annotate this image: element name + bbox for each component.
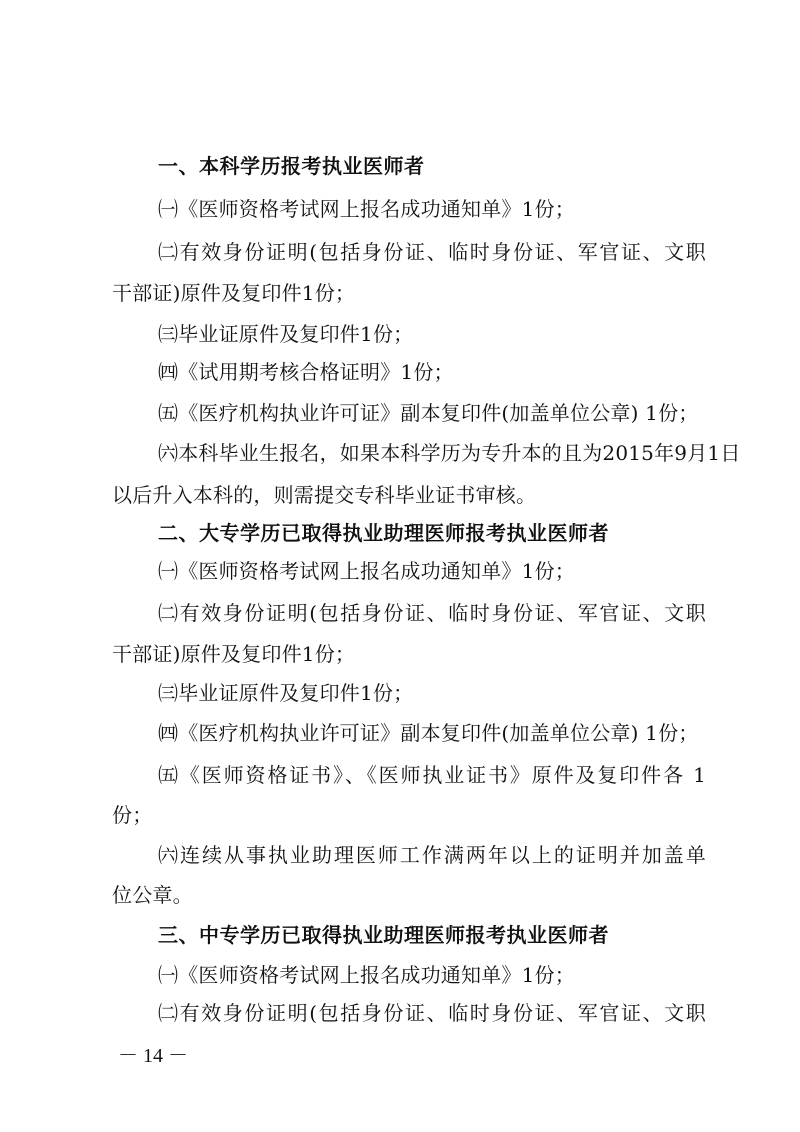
list-item: ㈢毕业证原件及复印件1份； — [158, 681, 414, 705]
list-item: ㈣《试用期考核合格证明》1份； — [158, 360, 454, 384]
list-item: ㈡有效身份证明(包括身份证、临时身份证、军官证、文职 — [158, 240, 706, 264]
section-heading: 一、本科学历报考执业医师者 — [158, 154, 425, 178]
list-item-continuation: 干部证)原件及复印件1份； — [112, 281, 356, 305]
list-item: ㈠《医师资格考试网上报名成功通知单》1份； — [158, 197, 575, 221]
list-item: ㈡有效身份证明(包括身份证、临时身份证、军官证、文职 — [158, 601, 706, 625]
list-item: ㈥连续从事执业助理医师工作满两年以上的证明并加盖单 — [158, 843, 706, 867]
section-heading: 二、大专学历已取得执业助理医师报考执业医师者 — [158, 521, 609, 545]
page-number: － 14 － — [118, 1045, 188, 1067]
list-item: ㈥本科毕业生报名，如果本科学历为专升本的且为2015年9月1日 — [158, 441, 741, 465]
list-item-continuation: 份； — [112, 803, 153, 827]
list-item: ㈡有效身份证明(包括身份证、临时身份证、军官证、文职 — [158, 1001, 706, 1025]
list-item: ㈤《医师资格证书》、《医师执业证书》原件及复印件各 1 — [158, 763, 706, 787]
list-item: ㈢毕业证原件及复印件1份； — [158, 322, 414, 346]
list-item-continuation: 位公章。 — [112, 883, 193, 907]
list-item-continuation: 干部证)原件及复印件1份； — [112, 642, 356, 666]
list-item: ㈠《医师资格考试网上报名成功通知单》1份； — [158, 559, 575, 583]
list-item-continuation: 以后升入本科的，则需提交专科毕业证书审核。 — [112, 483, 537, 507]
list-item: ㈣《医疗机构执业许可证》副本复印件(加盖单位公章) 1份； — [158, 721, 699, 745]
list-item: ㈤《医疗机构执业许可证》副本复印件(加盖单位公章) 1份； — [158, 401, 699, 425]
list-item: ㈠《医师资格考试网上报名成功通知单》1份； — [158, 963, 575, 987]
section-heading: 三、中专学历已取得执业助理医师报考执业医师者 — [158, 923, 609, 947]
